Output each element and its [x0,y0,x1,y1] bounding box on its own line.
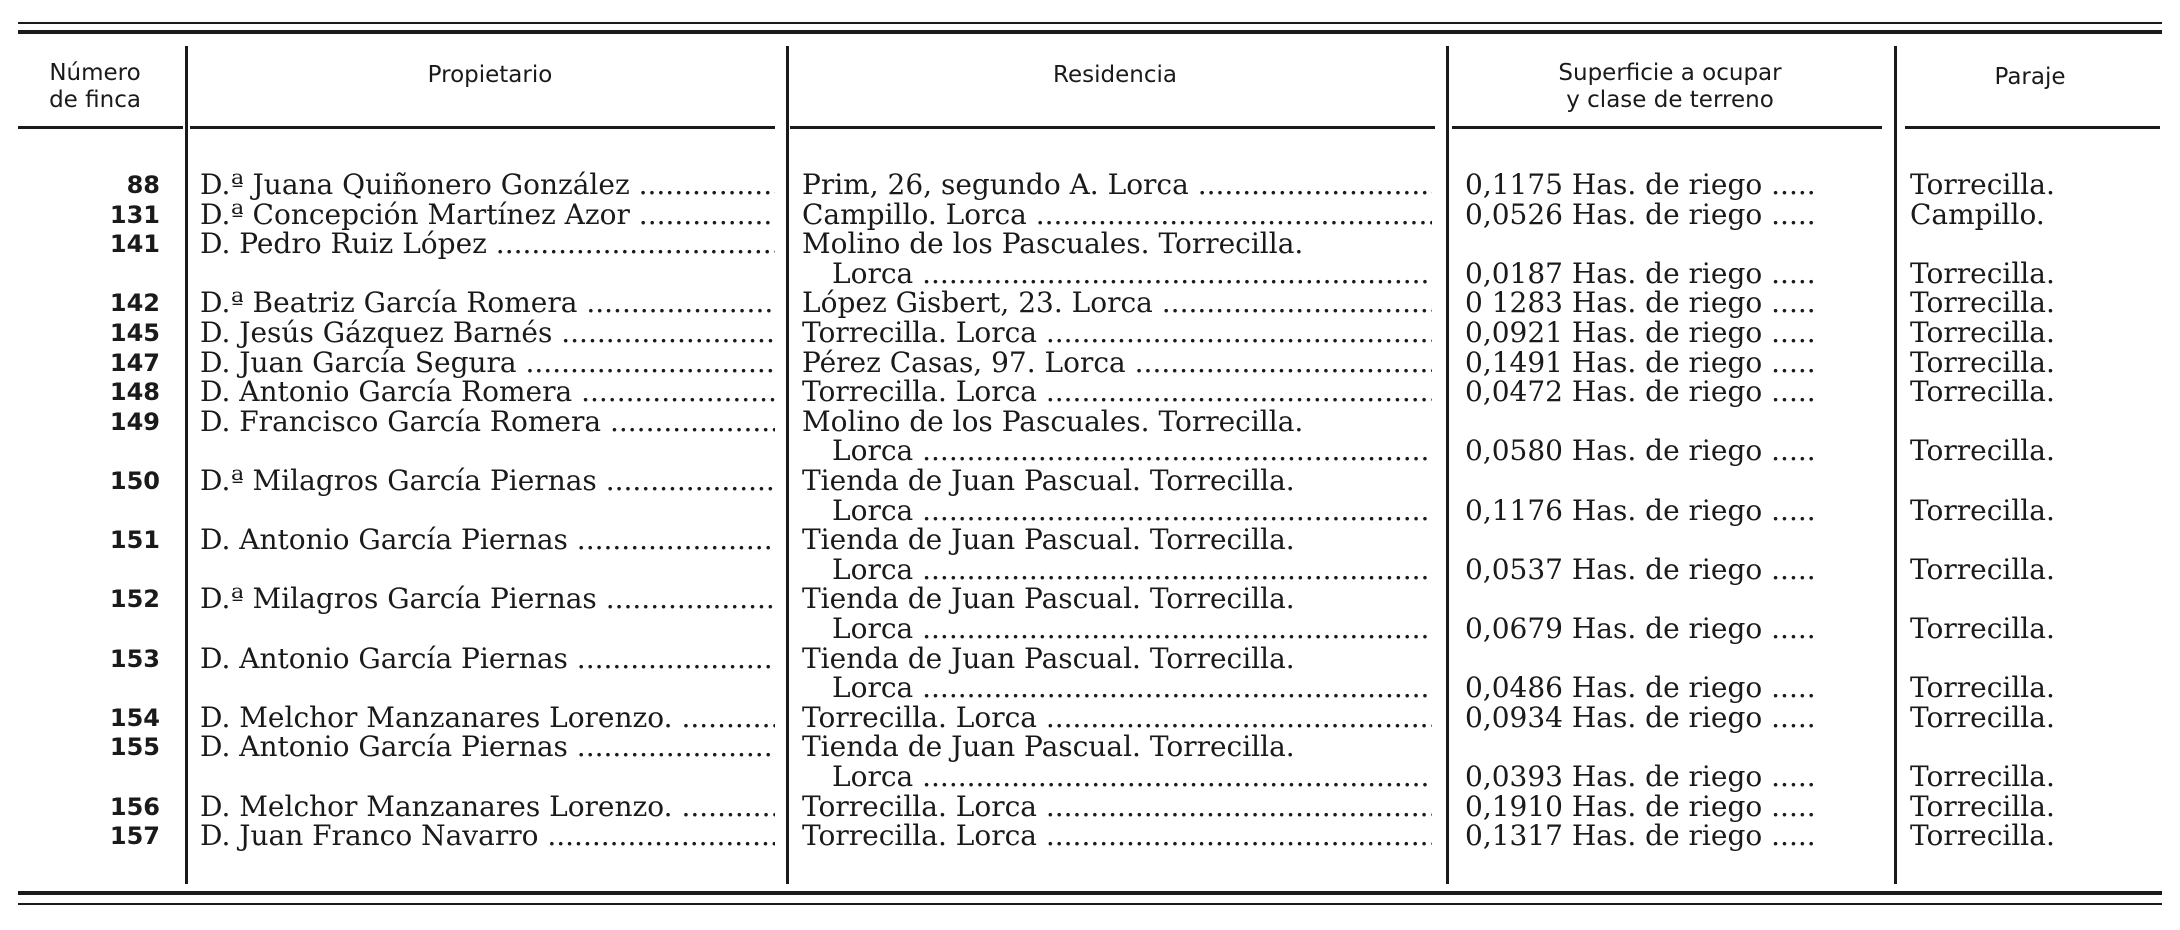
header-paraje [1900,64,2160,91]
cell-propietario: D. Antonio García Piernas ..... [200,732,775,762]
cell-paraje: Torrecilla. [1910,375,2055,409]
cell-superficie: 0,0537 Has. de riego ..... [1465,555,1815,585]
cell-superficie: 0,0486 Has. de riego ..... [1465,673,1815,703]
cell-numero-finca: 148 [109,378,160,407]
cell-propietario: D. Jesús Gázquez Barnés ..... [200,318,775,348]
cell-residencia: Tienda de Juan Pascual. Torrecilla. [802,641,1295,675]
table-row [0,641,2180,675]
header-numero-line1: Número [49,60,141,86]
header-superficie-line1: Superficie a ocupar [1558,60,1782,86]
cell-residencia: Molino de los Pascuales. Torrecilla. [802,404,1304,438]
table-row [0,762,2180,792]
cell-superficie: 0,0679 Has. de riego ..... [1465,614,1815,644]
table-row [0,493,2180,527]
header-underline-superficie [1452,126,1882,129]
header-residencia-text: Residencia [1053,62,1177,88]
cell-paraje: Torrecilla. [1910,434,2055,468]
cell-superficie: 0,0393 Has. de riego ..... [1465,762,1815,792]
table-row [0,466,2180,496]
cell-propietario: D.ª Milagros García Piernas ..... [200,584,775,614]
cell-paraje: Torrecilla. [1910,612,2055,645]
cell-superficie: 0,1175 Has. de riego ..... [1465,170,1815,200]
table-row [0,345,2180,379]
cell-paraje: Torrecilla. [1910,168,2055,201]
header-underline-residencia [790,126,1435,129]
cell-residencia: Torrecilla. Lorca ..... [802,377,1432,407]
bottom-rule-thin [18,903,2162,905]
header-paraje-text: Paraje [1994,64,2066,90]
cell-residencia: Torrecilla. Lorca ..... [802,703,1432,733]
header-superficie-line2: y clase de terreno [1566,87,1774,113]
header-propietario-text: Propietario [427,62,553,88]
cell-superficie: 0,1910 Has. de riego ..... [1465,792,1815,822]
cell-propietario: D.ª Milagros García Piernas ..... [200,466,775,496]
table-row [0,318,2180,348]
cell-residencia: Tienda de Juan Pascual. Torrecilla. [802,730,1295,764]
table-row [0,614,2180,644]
table-row [0,377,2180,407]
cell-paraje: Torrecilla. [1910,286,2055,320]
table-row [0,821,2180,851]
cell-paraje: Torrecilla. [1910,493,2055,527]
cell-propietario: D. Antonio García Romera ..... [200,377,775,407]
table-row [0,197,2180,231]
cell-propietario: D. Melchor Manzanares Lorenzo. ..... [200,792,775,822]
cell-superficie: 0,1176 Has. de riego ..... [1465,496,1815,526]
cell-numero-finca: 149 [109,407,160,436]
cell-paraje: Torrecilla. [1910,256,2055,290]
cell-propietario: D. Melchor Manzanares Lorenzo. ..... [200,703,775,733]
cell-paraje: Torrecilla. [1910,316,2055,349]
cell-numero-finca: 152 [109,585,160,614]
cell-paraje: Torrecilla. [1910,760,2055,793]
header-propietario [190,62,790,89]
cell-residencia: Torrecilla. Lorca ..... [802,318,1432,348]
cell-propietario: D.ª Juana Quiñonero González ..... [200,170,775,200]
cell-numero-finca: 147 [109,348,160,377]
cell-residencia: Lorca ..... [832,436,1432,466]
cell-superficie: 0,1317 Has. de riego ..... [1465,821,1815,851]
cell-superficie: 0,0580 Has. de riego ..... [1465,436,1815,466]
header-numero-line2: de finca [49,87,141,113]
cell-residencia: Campillo. Lorca ..... [802,200,1432,230]
cell-residencia: Lorca ..... [832,673,1432,703]
cell-numero-finca: 155 [109,733,160,762]
cell-residencia: Prim, 26, segundo A. Lorca ..... [802,170,1432,200]
cell-numero-finca: 88 [126,171,160,199]
cell-numero-finca: 151 [109,526,160,555]
bottom-rule-thick [18,891,2162,895]
cell-residencia: López Gisbert, 23. Lorca ..... [802,288,1432,318]
table-row [0,404,2180,438]
cell-propietario: D. Antonio García Piernas ..... [200,644,775,674]
cell-numero-finca: 141 [109,230,160,259]
table-row [0,732,2180,762]
cell-numero-finca: 150 [109,467,160,495]
cell-residencia: Lorca ..... [832,259,1432,289]
cell-propietario: D. Francisco García Romera ..... [200,407,775,437]
cell-superficie: 0,0472 Has. de riego ..... [1465,377,1815,407]
table-row [0,288,2180,318]
cell-residencia: Lorca ..... [832,762,1432,792]
cell-numero-finca: 131 [109,200,160,229]
cell-residencia: Torrecilla. Lorca ..... [802,792,1432,822]
cell-numero-finca: 145 [109,319,160,347]
cell-paraje: Campillo. [1910,197,2045,231]
cell-superficie: 0 1283 Has. de riego ..... [1465,288,1815,318]
header-underline-propietario [190,126,775,129]
cell-paraje: Torrecilla. [1910,700,2055,734]
table-row [0,584,2180,614]
cell-numero-finca: 153 [109,644,160,673]
header-superficie [1450,60,1890,114]
cell-paraje: Torrecilla. [1910,671,2055,705]
top-rule-thin [18,22,2162,24]
cell-numero-finca: 154 [109,703,160,732]
cell-residencia: Molino de los Pascuales. Torrecilla. [802,227,1304,261]
table-row [0,256,2180,290]
cell-residencia: Pérez Casas, 97. Lorca ..... [802,348,1432,378]
cell-propietario: D. Pedro Ruiz López ..... [200,229,775,259]
header-numero [20,60,170,114]
cell-propietario: D.ª Beatriz García Romera ..... [200,288,775,318]
cell-propietario: D. Juan Franco Navarro ..... [200,821,775,851]
table-row [0,229,2180,259]
cell-residencia: Tienda de Juan Pascual. Torrecilla. [802,582,1295,616]
cell-residencia: Lorca ..... [832,555,1432,585]
table-row [0,170,2180,200]
cell-paraje: Torrecilla. [1910,552,2055,586]
cell-numero-finca: 142 [109,289,160,318]
header-underline-numero [18,126,183,129]
cell-paraje: Torrecilla. [1910,819,2055,853]
table-row [0,789,2180,823]
cell-superficie: 0,0187 Has. de riego ..... [1465,259,1815,289]
top-rule-thick [18,30,2162,34]
table-row [0,525,2180,555]
header-underline-paraje [1905,126,2160,129]
cell-numero-finca: 156 [109,792,160,821]
cell-paraje: Torrecilla. [1910,789,2055,823]
cell-numero-finca: 157 [109,822,160,851]
header-residencia [790,62,1440,89]
cell-residencia: Tienda de Juan Pascual. Torrecilla. [802,523,1295,557]
table-row [0,700,2180,734]
cell-propietario: D. Juan García Segura ..... [200,348,775,378]
table-row [0,673,2180,703]
cell-residencia: Lorca ..... [832,614,1432,644]
cell-superficie: 0,0526 Has. de riego ..... [1465,200,1815,230]
cell-propietario: D.ª Concepción Martínez Azor ..... [200,200,775,230]
cell-superficie: 0,0934 Has. de riego ..... [1465,703,1815,733]
cell-residencia: Torrecilla. Lorca ..... [802,821,1432,851]
cell-paraje: Torrecilla. [1910,345,2055,379]
cell-superficie: 0,0921 Has. de riego ..... [1465,318,1815,348]
table-row [0,552,2180,586]
cell-residencia: Lorca ..... [832,496,1432,526]
table-row [0,436,2180,466]
cell-residencia: Tienda de Juan Pascual. Torrecilla. [802,464,1295,497]
cell-superficie: 0,1491 Has. de riego ..... [1465,348,1815,378]
cell-propietario: D. Antonio García Piernas ..... [200,525,775,555]
